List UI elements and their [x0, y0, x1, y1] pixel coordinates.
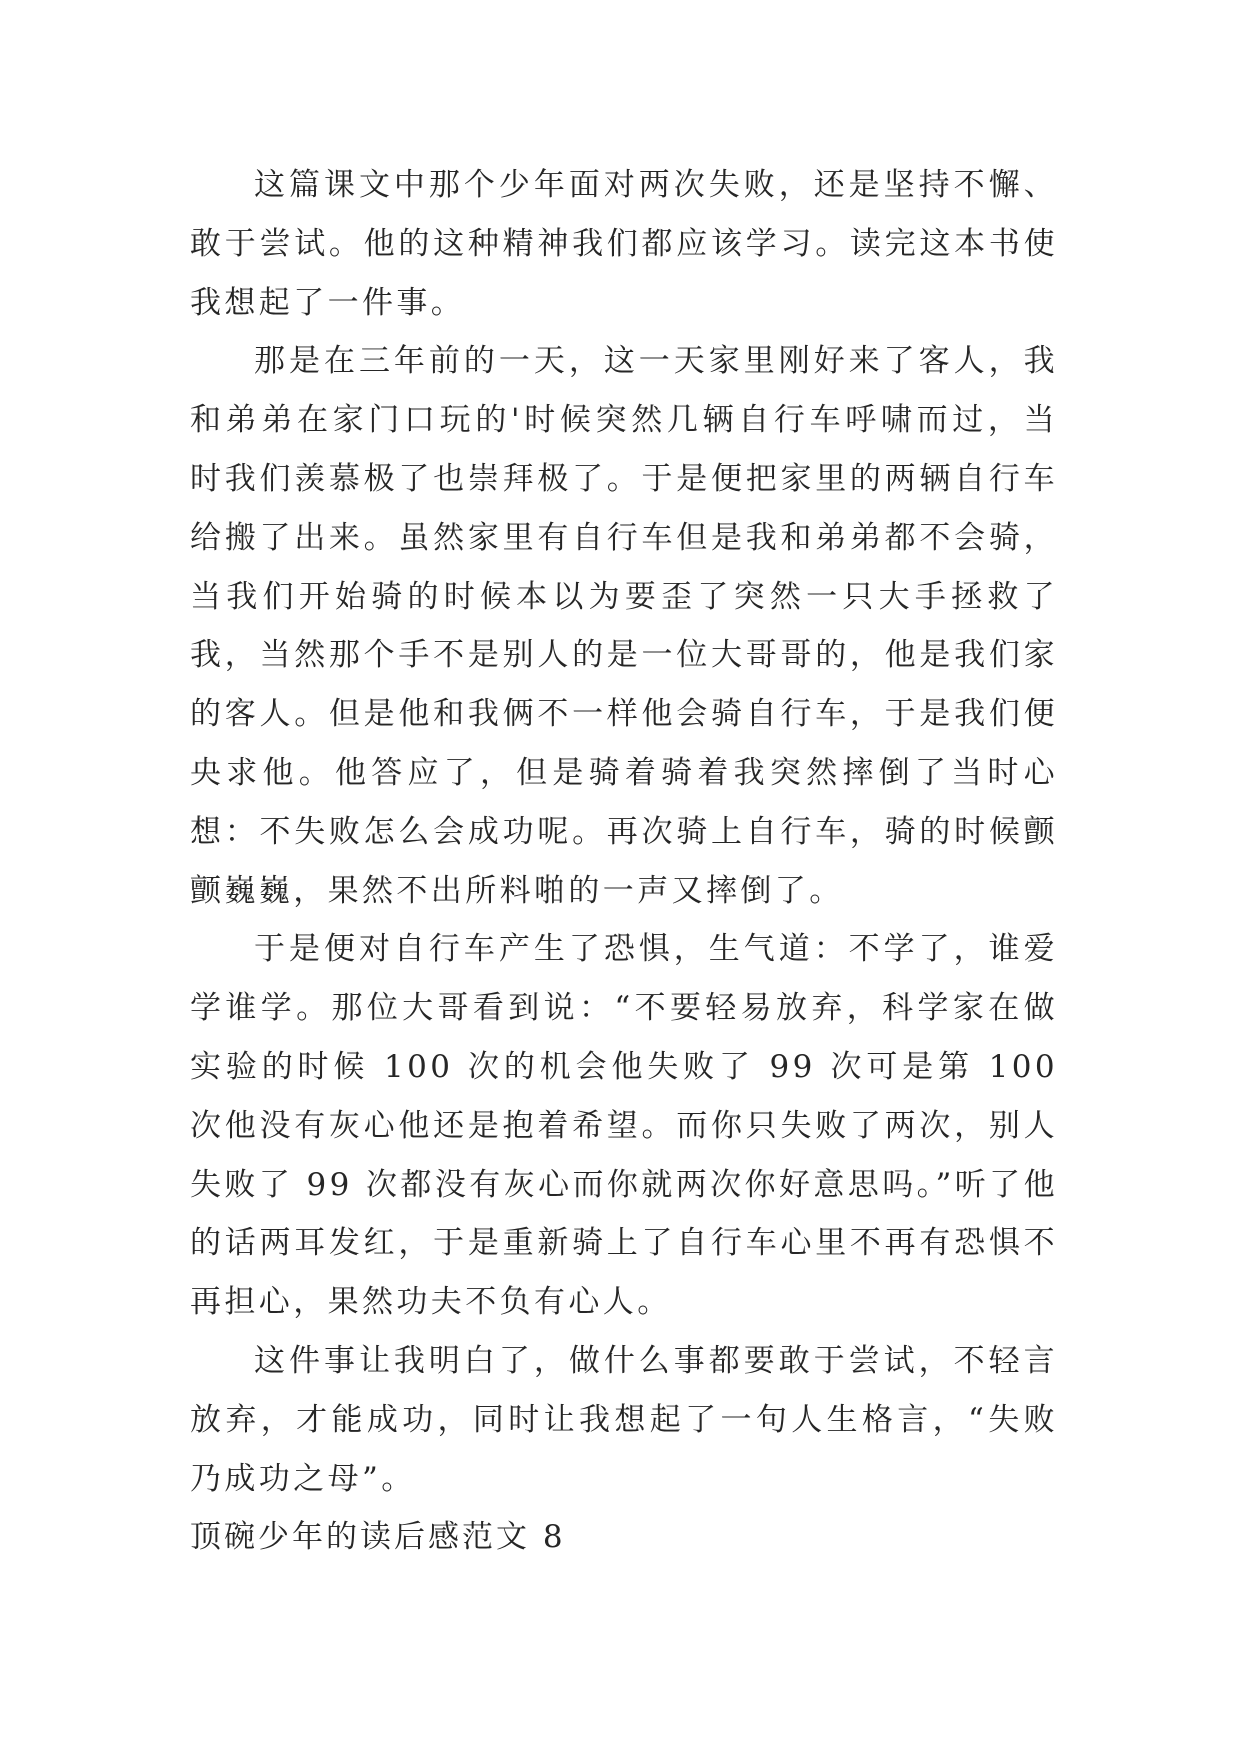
section-heading: 顶碗少年的读后感范文 8	[190, 1519, 566, 1556]
paragraph-2: 那是在三年前的一天，这一天家里刚好来了客人，我和弟弟在家门口玩的'时候突然几辆自行车呼啸而过，当时我们羡慕极了也崇拜极了。于是便把家里的两辆自行车给搬了出来。虽然家里有自行车但是我和弟弟都不会骑，当我们开始骑的时候本以为要歪了突然一只大手拯救了我，当然那个手不是别人的是一位大哥哥的，他是我们家的客人。但是他和我俩不一样他会骑自行车，于是我们便央求他。他答应了，但是骑着骑着我突然摔倒了当时心想：不失败怎么会成功呢。再次骑上自行车，骑的时候颤颤巍巍，果然不出所料啪的一声又摔倒了。	[190, 343, 1058, 909]
paragraph-4: 这件事让我明白了，做什么事都要敢于尝试，不轻言放弃，才能成功，同时让我想起了一句人生格言，“失败乃成功之母”。	[190, 1342, 1058, 1497]
paragraph-1: 这篇课文中那个少年面对两次失败，还是坚持不懈、敢于尝试。他的这种精神我们都应该学习。读完这本书使我想起了一件事。	[190, 167, 1058, 321]
paragraph-3: 于是便对自行车产生了恐惧，生气道：不学了，谁爱学谁学。那位大哥看到说：“不要轻易放弃，科学家在做实验的时候 100 次的机会他失败了 99 次可是第 100 次他没有灰心他还是抱着希望。而你只失败了两次，别人失败了 99 次都没有灰心而你就两次你好意思吗。”听了他的话两耳发红，于是重新骑上了自行车心里不再有恐惧不再担心，果然功夫不负有心人。	[190, 931, 1058, 1321]
document-page	[190, 156, 1058, 1567]
